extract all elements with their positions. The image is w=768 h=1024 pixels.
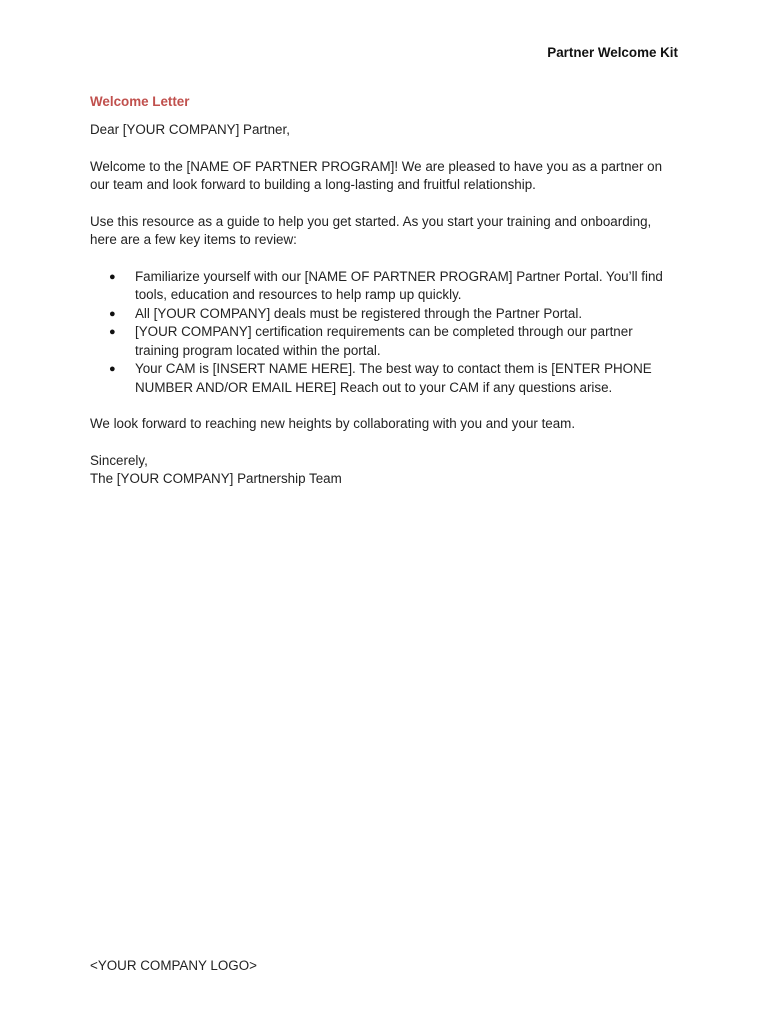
- letter-body: [90, 92, 680, 489]
- signature: The [YOUR COMPANY] Partnership Team: [90, 471, 342, 486]
- signoff: Sincerely,: [90, 452, 148, 468]
- guide-paragraph: Use this resource as a guide to help you get started. As you start your training and onboarding, here are a few key items to review:: [90, 213, 652, 247]
- intro-paragraph: Welcome to the [NAME OF PARTNER PROGRAM]! We are pleased to have you as a partner on our team and look forward to building a long-lasting and fruitful relationship.: [90, 158, 663, 192]
- salutation: Dear [YOUR COMPANY] Partner,: [90, 122, 290, 137]
- company-logo-placeholder: <YOUR COMPANY LOGO>: [90, 958, 257, 973]
- list-item: [109, 305, 680, 324]
- bullet-icon: ●: [109, 363, 116, 375]
- list-item-text: All [YOUR COMPANY] deals must be registered through the Partner Portal.: [135, 305, 583, 321]
- list-item: [109, 268, 680, 305]
- list-item: [109, 360, 680, 397]
- page-header-title: Partner Welcome Kit: [547, 45, 678, 60]
- section-heading: Welcome Letter: [90, 94, 190, 109]
- list-item-text: Your CAM is [INSERT NAME HERE]. The best way to contact them is [ENTER PHONE NUMBER AND/OR EMAIL HERE] Reach out to your CAM if any questions arise.: [135, 361, 652, 395]
- closing-paragraph: We look forward to reaching new heights by collaborating with you and your team.: [90, 416, 576, 431]
- bullet-icon: ●: [109, 307, 116, 320]
- list-item-text: Familiarize yourself with our [NAME OF PARTNER PROGRAM] Partner Portal. You’ll find tools, education and resources to help ramp up quickly.: [135, 268, 663, 302]
- bullet-icon: ●: [109, 326, 116, 338]
- bullet-icon: ●: [109, 270, 116, 283]
- list-item: [109, 323, 680, 360]
- key-items-list: [90, 268, 680, 398]
- closing-block: [90, 452, 680, 489]
- list-item-text: [YOUR COMPANY] certification requirements can be completed through our partner training program located within the portal.: [135, 324, 633, 358]
